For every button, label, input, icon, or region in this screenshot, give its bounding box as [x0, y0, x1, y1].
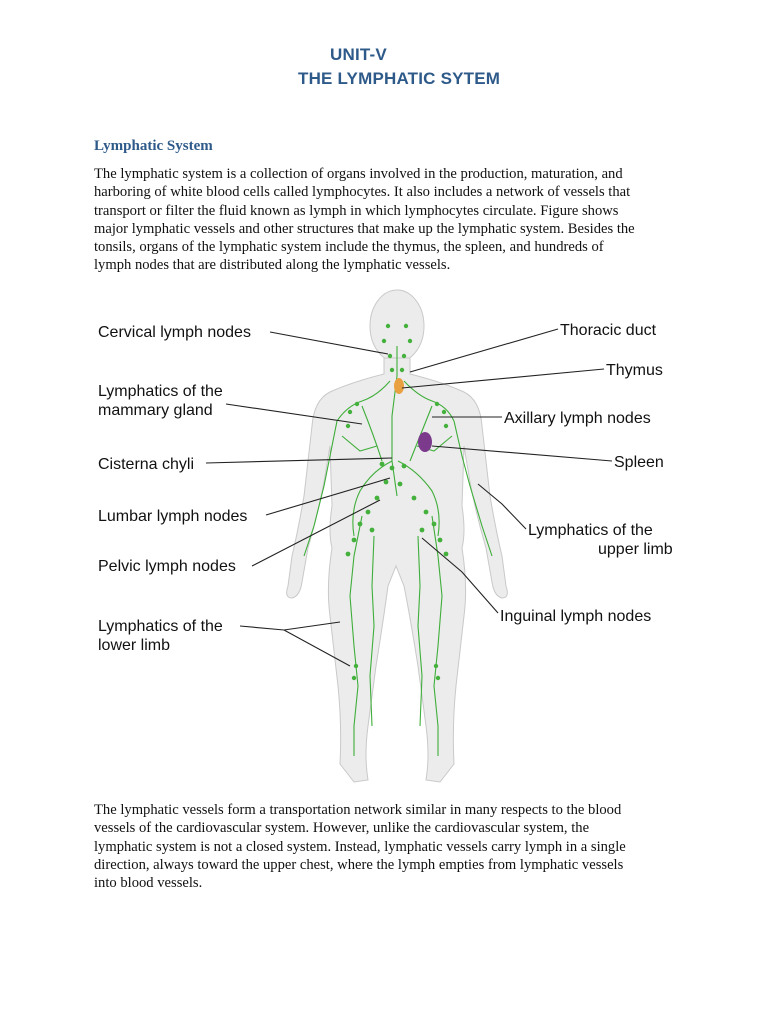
thymus-organ	[394, 378, 404, 394]
label-axillary-lymph-nodes: Axillary lymph nodes	[504, 410, 651, 427]
label-thymus: Thymus	[606, 362, 663, 379]
text-line: harboring of white blood cells called lymphocytes. It also includes a network of vessels that	[94, 184, 631, 201]
label-upper-limb-line1: Lymphatics of the	[528, 522, 653, 539]
section-heading: Lymphatic System	[94, 138, 213, 154]
lymphatic-system-figure	[92, 286, 676, 786]
text-line: tonsils, organs of the lymphatic system include the thymus, the spleen, and hundreds of	[94, 239, 604, 256]
label-lower-limb-line2: lower limb	[98, 637, 171, 654]
label-thoracic-duct: Thoracic duct	[560, 322, 657, 339]
unit-title: UNIT-V	[330, 45, 387, 64]
label-lumbar-lymph-nodes: Lumbar lymph nodes	[98, 508, 248, 525]
label-cervical-lymph-nodes: Cervical lymph nodes	[98, 324, 251, 341]
text-line: major lymphatic vessels and other structures that make up the lymphatic system. Besides the	[94, 220, 635, 237]
label-upper-limb-line2: upper limb	[598, 541, 673, 558]
label-inguinal-lymph-nodes: Inguinal lymph nodes	[500, 608, 652, 625]
text-line: into blood vessels.	[94, 875, 203, 892]
label-cisterna-chyli: Cisterna chyli	[98, 456, 195, 473]
text-line: lymph nodes that are distributed along the lymphatic vessels.	[94, 257, 451, 274]
label-lower-limb-line1: Lymphatics of the	[98, 618, 223, 635]
text-line: vessels of the cardiovascular system. However, unlike the cardiovascular system, the	[94, 820, 590, 837]
text-line: lymphatic system is not a closed system. Instead, lymphatic vessels carry lymph in a single	[94, 838, 626, 855]
lymphatic-diagram	[92, 286, 676, 786]
text-line: transport or filter the fluid known as lymph in which lymphocytes circulate. Figure shows	[94, 202, 619, 219]
label-mammary-line1: Lymphatics of the	[98, 383, 223, 400]
page-title: THE LYMPHATIC SYTEM	[298, 69, 501, 88]
label-mammary-line2: mammary gland	[98, 402, 213, 419]
text-line: The lymphatic vessels form a transportation network similar in many respects to the blood	[94, 802, 622, 818]
text-line: The lymphatic system is a collection of organs involved in the production, maturation, and	[94, 166, 623, 182]
closing-paragraph	[94, 801, 686, 892]
intro-paragraph	[94, 165, 686, 275]
label-pelvic-lymph-nodes: Pelvic lymph nodes	[98, 558, 236, 575]
spleen-organ	[418, 432, 432, 452]
label-spleen: Spleen	[614, 454, 664, 471]
text-line: direction, always toward the upper chest, where the lymph empties from lymphatic vessels	[94, 856, 624, 873]
